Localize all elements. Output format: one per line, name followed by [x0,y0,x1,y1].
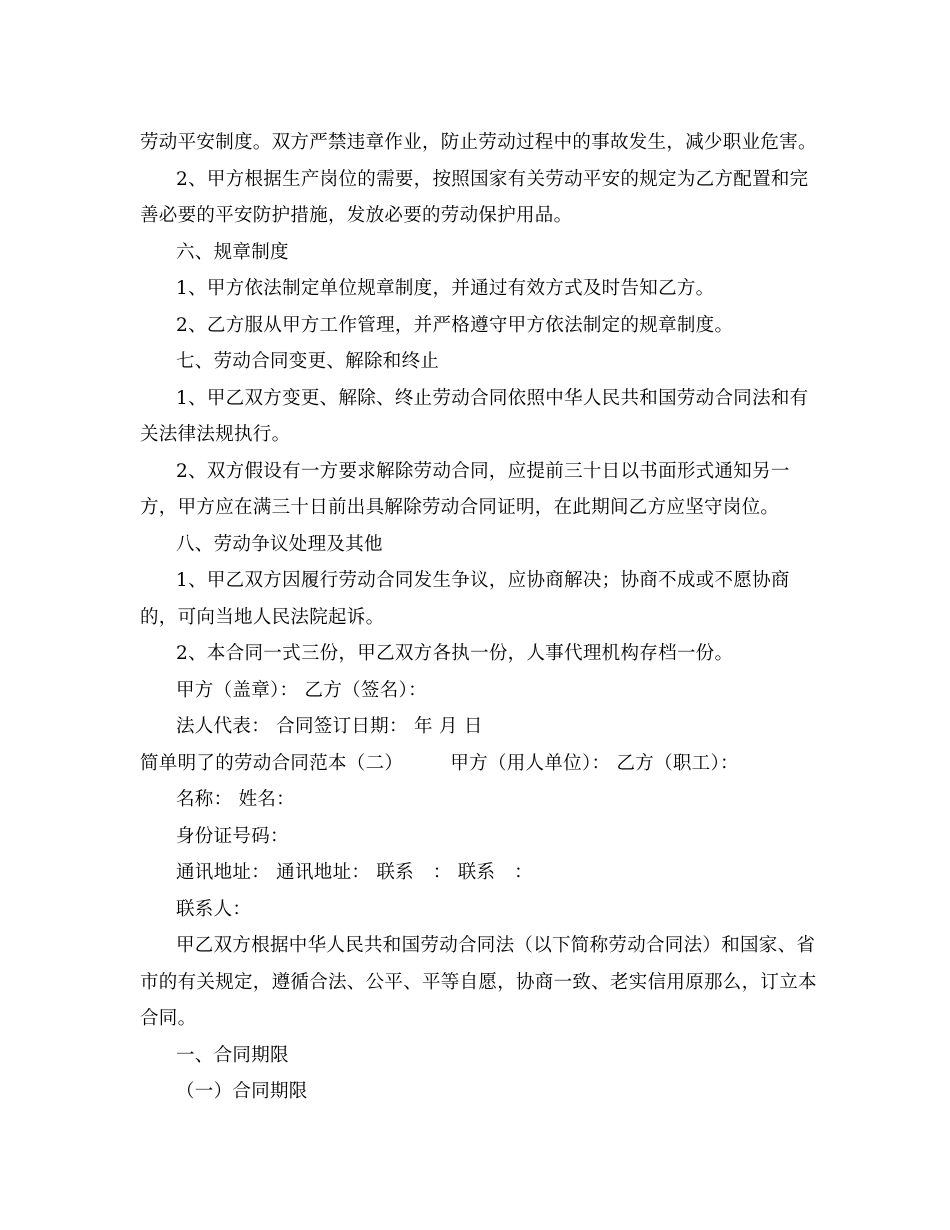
form-field-line: 名称： 姓名： [176,789,295,810]
paragraph-line: 善必要的平安防护措施，发放必要的劳动保护用品。 [140,205,573,226]
paragraph-line: 的，可向当地人民法院起诉。 [140,607,385,628]
paragraph-line: 关法律法规执行。 [140,424,291,445]
paragraph-line: 2、双方假设有一方要求解除劳动合同，应提前三十日以书面形式通知另一 [176,461,790,482]
subsection-heading: （一）合同期限 [176,1081,308,1102]
template-title: 简单明了的劳动合同范本（二） 甲方（用人单位）： 乙方（职工）： [140,753,739,774]
paragraph-line: 2、本合同一式三份，甲乙双方各执一份，人事代理机构存档一份。 [176,643,734,664]
paragraph-line: 2、甲方根据生产岗位的需要，按照国家有关劳动平安的规定为乙方配置和完 [176,169,809,190]
form-field-line: 通讯地址： 通讯地址： 联系 ： 联系 ： [176,862,533,883]
paragraph-line: 甲乙双方根据中华人民共和国劳动合同法（以下简称劳动合同法）和国家、省 [176,935,816,956]
form-field-line: 身份证号码： [176,826,289,847]
paragraph-line: 1、甲乙双方因履行劳动合同发生争议，应协商解决；协商不成或不愿协商 [176,570,790,591]
section-heading: 一、合同期限 [176,1045,289,1066]
section-heading: 六、规章制度 [176,242,289,263]
paragraph-line: 方，甲方应在满三十日前出具解除劳动合同证明，在此期间乙方应坚守岗位。 [140,497,780,518]
paragraph-line: 1、甲方依法制定单位规章制度，并通过有效方式及时告知乙方。 [176,278,715,299]
form-field-line: 联系人： [176,899,252,920]
paragraph-line: 合同。 [140,1008,197,1029]
section-heading: 八、劳动争议处理及其他 [176,534,383,555]
paragraph-line: 2、乙方服从甲方工作管理，并严格遵守甲方依法制定的规章制度。 [176,315,734,336]
paragraph-line: 劳动平安制度。双方严禁违章作业，防止劳动过程中的事故发生，减少职业危害。 [140,132,817,153]
signature-line: 甲方（盖章）： 乙方（签名）： [176,680,427,701]
section-heading: 七、劳动合同变更、解除和终止 [176,351,440,372]
paragraph-line: 1、甲乙双方变更、解除、终止劳动合同依照中华人民共和国劳动合同法和有 [176,388,809,409]
signature-line: 法人代表： 合同签订日期： 年 月 日 [176,716,483,737]
paragraph-line: 市的有关规定，遵循合法、公平、平等自愿，协商一致、老实信用原那么，订立本 [140,972,817,993]
